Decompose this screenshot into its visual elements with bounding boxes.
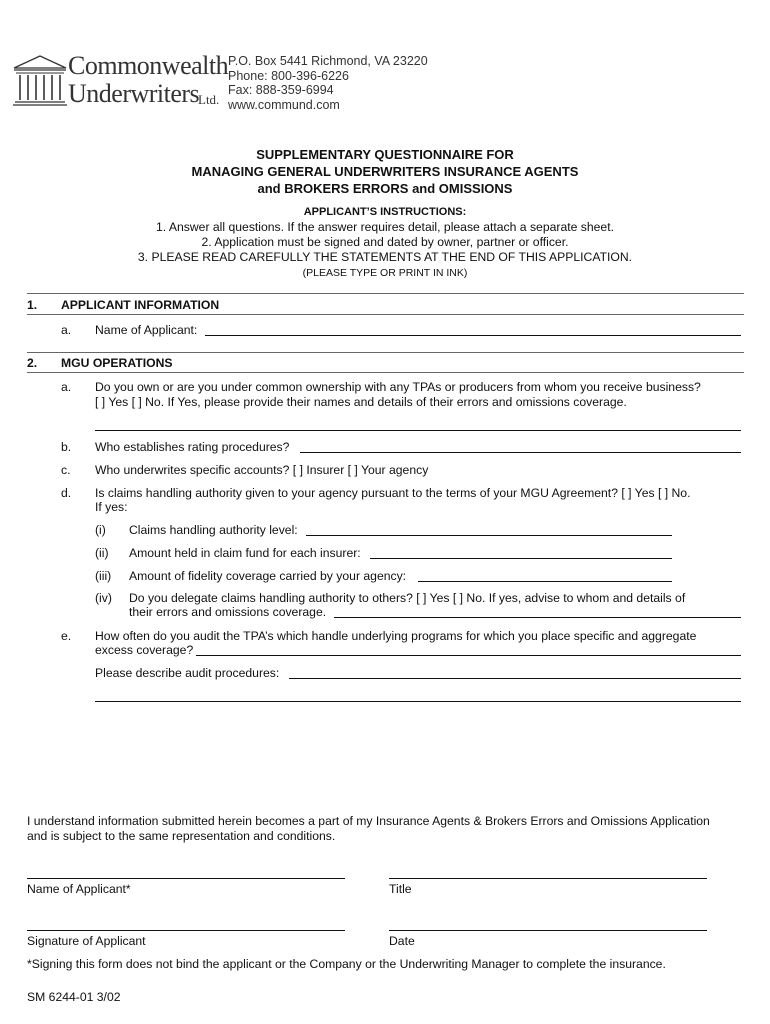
section2-title: MGU OPERATIONS: [61, 356, 173, 370]
question-d-i-label: (i): [95, 523, 106, 537]
question-d-iv-text[interactable]: Do you delegate claims handling authority to others? [ ] Yes [ ] No. If yes, advise to whom and details of: [129, 591, 686, 605]
question-a-options[interactable]: [ ] Yes [ ] No. If Yes, please provide their names and details of their errors and omissions coverage.: [95, 395, 627, 409]
contact-block: [228, 54, 428, 112]
question-e-label: e.: [61, 629, 72, 643]
question-d-ii-text: Amount held in claim fund for each insurer:: [129, 546, 361, 560]
audit-frequency-field[interactable]: [196, 644, 741, 656]
applicant-name-label: Name of Applicant:: [95, 323, 198, 337]
audit-procedures-field-2[interactable]: [95, 690, 741, 702]
title-label: Title: [389, 882, 412, 896]
question-d-ii-label: (ii): [95, 546, 109, 560]
instruction-1: 1. Answer all questions. If the answer requires detail, please attach a separate sheet.: [156, 220, 614, 234]
fidelity-coverage-field[interactable]: [418, 570, 672, 582]
statement-line1: I understand information submitted herein becomes a part of my Insurance Agents & Brokers Errors and Omissions Application: [27, 814, 710, 828]
question-a-answer-field[interactable]: [95, 419, 741, 431]
question-c-label: c.: [61, 463, 71, 477]
divider: [27, 372, 744, 373]
address-text: P.O. Box 5441 Richmond, VA 23220: [228, 54, 428, 68]
footnote: *Signing this form does not bind the applicant or the Company or the Underwriting Manager to complete the insurance.: [27, 957, 666, 971]
question-d-iv-text-cont: their errors and omissions coverage.: [129, 605, 327, 619]
audit-procedures-label: Please describe audit procedures:: [95, 666, 280, 680]
building-icon: [12, 54, 68, 110]
divider: [27, 314, 744, 315]
question-b-label: b.: [61, 440, 72, 454]
question-d-iii-text: Amount of fidelity coverage carried by your agency:: [129, 569, 407, 583]
phone-text: Phone: 800-396-6226: [228, 68, 349, 83]
instructions-heading: APPLICANT’S INSTRUCTIONS:: [303, 206, 467, 218]
divider: [27, 352, 744, 353]
question-d-iii-label: (iii): [95, 569, 112, 583]
applicant-name-signature-line[interactable]: [27, 878, 345, 879]
question-a-text: Do you own or are you under common ownership with any TPAs or producers from whom you receive business?: [95, 380, 701, 394]
form-number: SM 6244-01 3/02: [27, 990, 121, 1004]
question-b-text: Who establishes rating procedures?: [95, 440, 290, 454]
question-d-i-text: Claims handling authority level:: [129, 523, 298, 537]
divider: [27, 293, 744, 294]
title-line1: SUPPLEMENTARY QUESTIONNAIRE FOR: [256, 147, 514, 162]
date-line[interactable]: [389, 930, 707, 931]
signature-line[interactable]: [27, 930, 345, 931]
question-c-text[interactable]: Who underwrites specific accounts? [ ] Insurer [ ] Your agency: [95, 463, 429, 477]
date-label: Date: [389, 934, 415, 948]
question-e-text-cont: excess coverage?: [95, 643, 194, 657]
logo-line2: Underwriters: [68, 79, 200, 108]
question-d-text[interactable]: Is claims handling authority given to your agency pursuant to the terms of your MGU Agreement? [ ] Yes [ ] No.: [95, 486, 691, 500]
instruction-2: 2. Application must be signed and dated by owner, partner or officer.: [201, 235, 569, 249]
applicant-name-field[interactable]: [205, 324, 741, 336]
statement-line2: and is subject to the same representation and conditions.: [27, 829, 336, 843]
title-line2: MANAGING GENERAL UNDERWRITERS INSURANCE AGENTS: [191, 164, 579, 179]
section1-a-label: a.: [61, 323, 72, 337]
name-of-applicant-label: Name of Applicant*: [27, 882, 131, 896]
logo-suffix: Ltd.: [198, 92, 220, 107]
rating-procedures-field[interactable]: [300, 441, 741, 453]
section1-number: 1.: [27, 298, 38, 312]
fax-text: Fax: 888-359-6994: [228, 83, 334, 97]
audit-procedures-field[interactable]: [289, 667, 741, 679]
logo-line1: Commonwealth: [68, 51, 229, 80]
claims-authority-level-field[interactable]: [306, 524, 672, 536]
question-d-if-yes: If yes:: [95, 500, 128, 514]
section1-title: APPLICANT INFORMATION: [61, 298, 220, 312]
question-a-label: a.: [61, 380, 72, 394]
question-d-iv-label: (iv): [95, 591, 112, 605]
delegation-details-field[interactable]: [334, 606, 741, 618]
title-line[interactable]: [389, 878, 707, 879]
company-logo: [12, 51, 229, 112]
instruction-3: 3. PLEASE READ CAREFULLY THE STATEMENTS AT THE END OF THIS APPLICATION.: [137, 250, 633, 264]
title-line3: and BROKERS ERRORS and OMISSIONS: [257, 181, 513, 196]
question-d-label: d.: [61, 486, 72, 500]
claim-fund-amount-field[interactable]: [370, 547, 672, 559]
signature-label: Signature of Applicant: [27, 934, 146, 948]
section2-number: 2.: [27, 356, 38, 370]
question-e-text: How often do you audit the TPA’s which handle underlying programs for which you place specific and aggregate: [95, 629, 697, 643]
website-link: www.commund.com: [228, 97, 340, 112]
instructions-note: (PLEASE TYPE OR PRINT IN INK): [302, 267, 468, 279]
